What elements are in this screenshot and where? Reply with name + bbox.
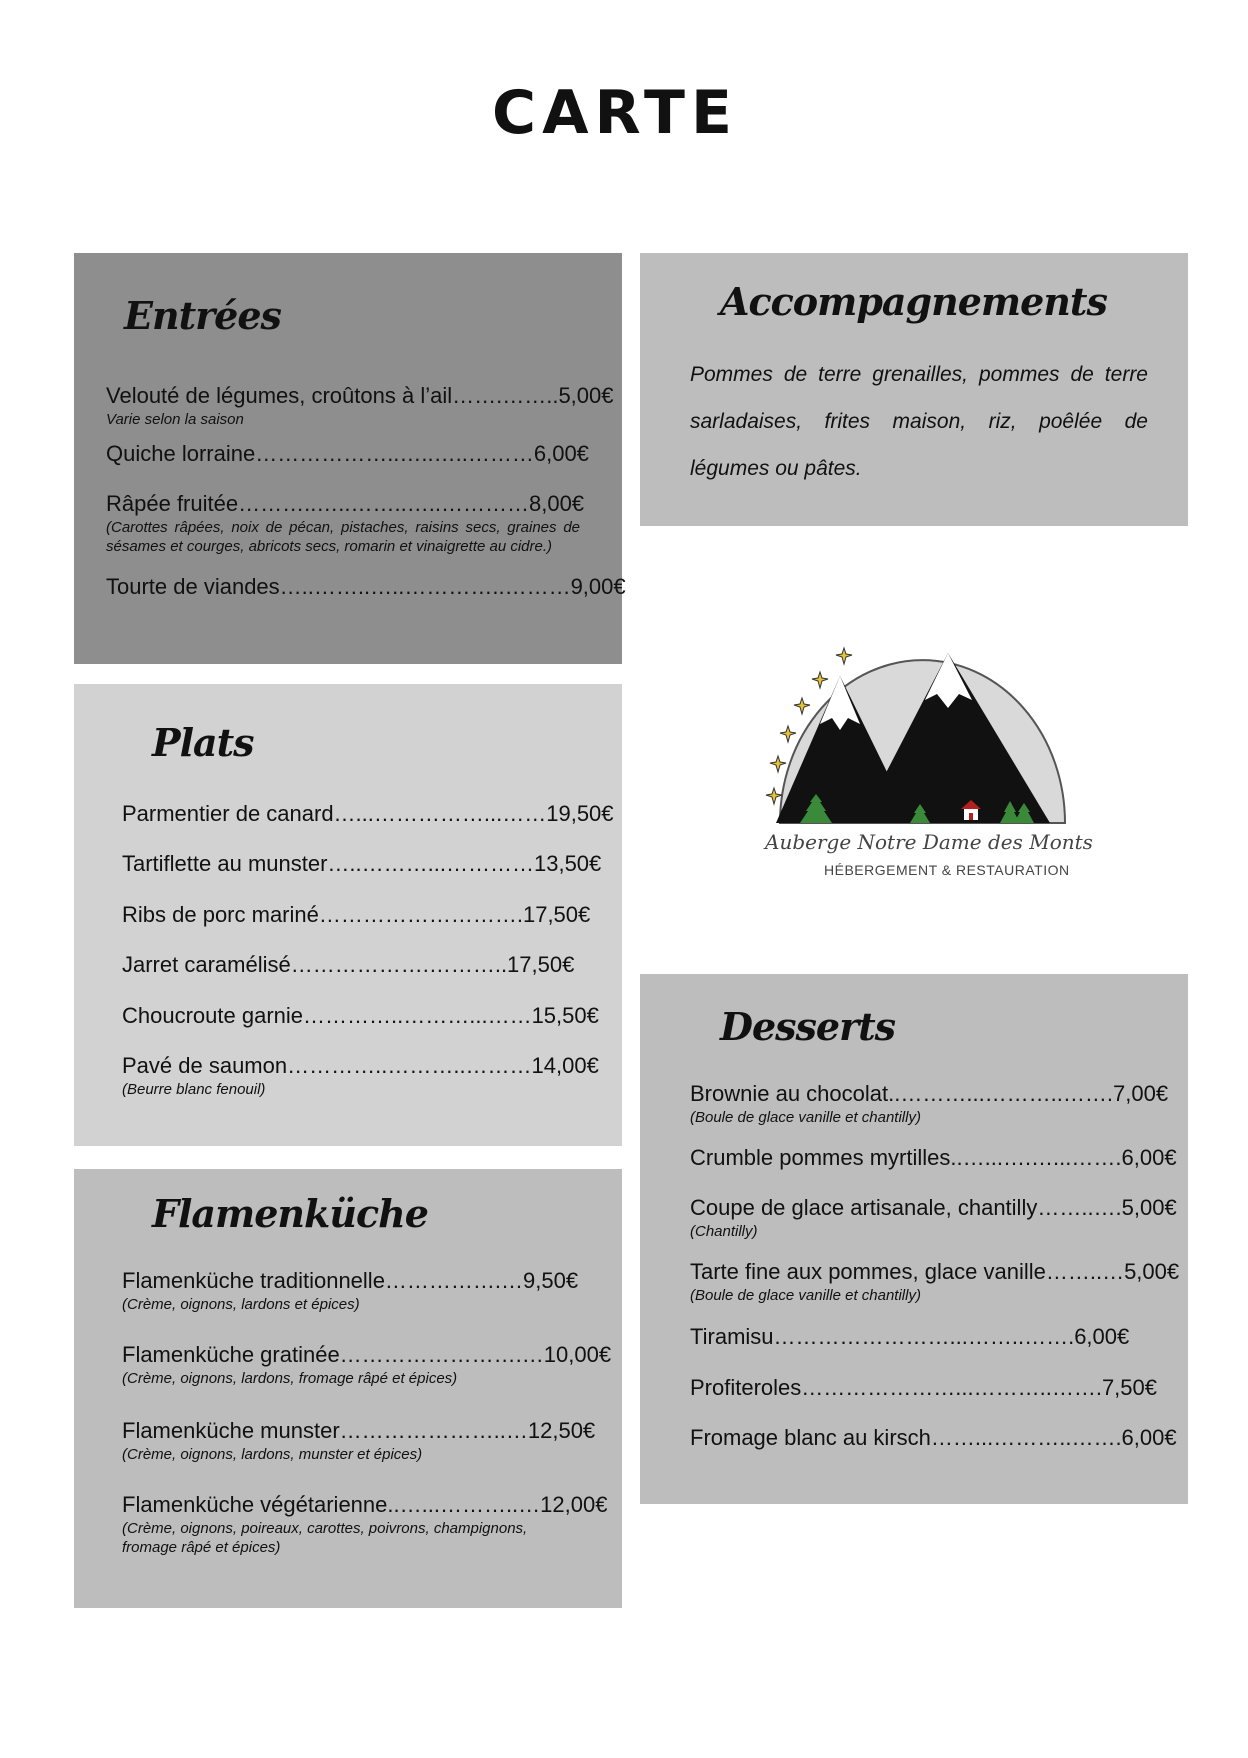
- plats-item-pave: Pavé de saumon…………..………..………14,00€: [122, 1053, 599, 1078]
- plats-item-ribs: Ribs de porc mariné……………………….17,50€: [122, 902, 591, 927]
- desserts-note-coupe: (Chantilly): [690, 1223, 758, 1240]
- accompagnements-section: [640, 253, 1188, 526]
- plats-item-choucroute: Choucroute garnie…………..………...……15,50€: [122, 1003, 599, 1028]
- flamenkuche-note-vegetarienne: (Crème, oignons, poireaux, carottes, poivrons, champignons, fromage râpé et épices): [122, 1520, 528, 1556]
- entrees-item-rapee: Râpée fruitée………..…..……..…..…………8,00€: [106, 491, 585, 516]
- desserts-item-tarte: Tarte fine aux pommes, glace vanille……..…5,00€: [690, 1259, 1180, 1284]
- desserts-item-fromage: Fromage blanc au kirsch……...………..…….6,00€: [690, 1425, 1177, 1450]
- logo-name: Auberge Notre Dame des Monts: [765, 830, 1093, 854]
- flamenkuche-section: [74, 1169, 622, 1608]
- plats-item-tartiflette: Tartiflette au munster…..………...…………13,50€: [122, 851, 602, 876]
- flamenkuche-item-gratinee: Flamenküche gratinée…………………….…10,00€: [122, 1342, 612, 1367]
- desserts-note-tarte: (Boule de glace vanille et chantilly): [690, 1287, 921, 1304]
- flamenkuche-note-munster: (Crème, oignons, lardons, munster et épices): [122, 1446, 423, 1463]
- plats-heading: Plats: [152, 720, 254, 765]
- desserts-item-coupe: Coupe de glace artisanale, chantilly……..….5,00€: [690, 1195, 1177, 1220]
- desserts-heading: Desserts: [720, 1004, 896, 1049]
- auberge-logo: [740, 628, 1093, 888]
- desserts-section: [640, 974, 1188, 1504]
- entrees-item-veloute: Velouté de légumes, croûtons à l’ail…….……..5,00€: [106, 383, 614, 408]
- entrees-item-quiche: Quiche lorraine………………..…..…..………6,00€: [106, 441, 589, 466]
- flamenkuche-note-gratinee: (Crème, oignons, lardons, fromage râpé et épices): [122, 1370, 458, 1387]
- plats-section: [74, 684, 622, 1146]
- accompagnements-heading: Accompagnements: [720, 279, 1107, 324]
- page-title: CARTE: [492, 78, 738, 148]
- entrees-note-veloute: Varie selon la saison: [106, 411, 244, 428]
- flamenkuche-item-munster: Flamenküche munster…………………..…12,50€: [122, 1418, 596, 1443]
- desserts-item-profiteroles: Profiteroles…………………...………..…….7,50€: [690, 1375, 1157, 1400]
- entrees-note-rapee: (Carottes râpées, noix de pécan, pistaches, raisins secs, graines de sésames et courges, abricots secs, romarin et vinaigrette au cidre.): [106, 519, 580, 555]
- desserts-item-brownie: Brownie au chocolat..………...………..…….7,00€: [690, 1081, 1169, 1106]
- entrees-item-tourte: Tourte de viandes…..……..…..…………..………9,00€: [106, 574, 626, 599]
- entrees-section: [74, 253, 626, 664]
- plats-note-pave: (Beurre blanc fenouil): [122, 1081, 266, 1098]
- flamenkuche-item-traditionnelle: Flamenküche traditionnelle…………….…9,50€: [122, 1268, 579, 1293]
- desserts-note-brownie: (Boule de glace vanille et chantilly): [690, 1109, 921, 1126]
- flamenkuche-heading: Flamenküche: [152, 1191, 428, 1236]
- flamenkuche-item-vegetarienne: Flamenküche végétarienne..…...………..…12,00€: [122, 1492, 608, 1517]
- plats-item-jarret: Jarret caramélisé……………….………..17,50€: [122, 952, 575, 977]
- mountain-logo-icon: [740, 628, 1080, 828]
- logo-subtitle: HÉBERGEMENT & RESTAURATION: [824, 862, 1070, 878]
- desserts-item-crumble: Crumble pommes myrtilles..…...….…...…….6,00€: [690, 1145, 1177, 1170]
- plats-item-parmentier: Parmentier de canard…...……………...……19,50€: [122, 801, 614, 826]
- accompagnements-text: Pommes de terre grenailles, pommes de terre sarladaises, frites maison, riz, poêlée de légumes ou pâtes.: [690, 363, 1148, 480]
- desserts-item-tiramisu: Tiramisu……………………...……..…….6,00€: [690, 1324, 1130, 1349]
- entrees-heading: Entrées: [124, 293, 281, 338]
- flamenkuche-note-traditionnelle: (Crème, oignons, lardons et épices): [122, 1296, 360, 1313]
